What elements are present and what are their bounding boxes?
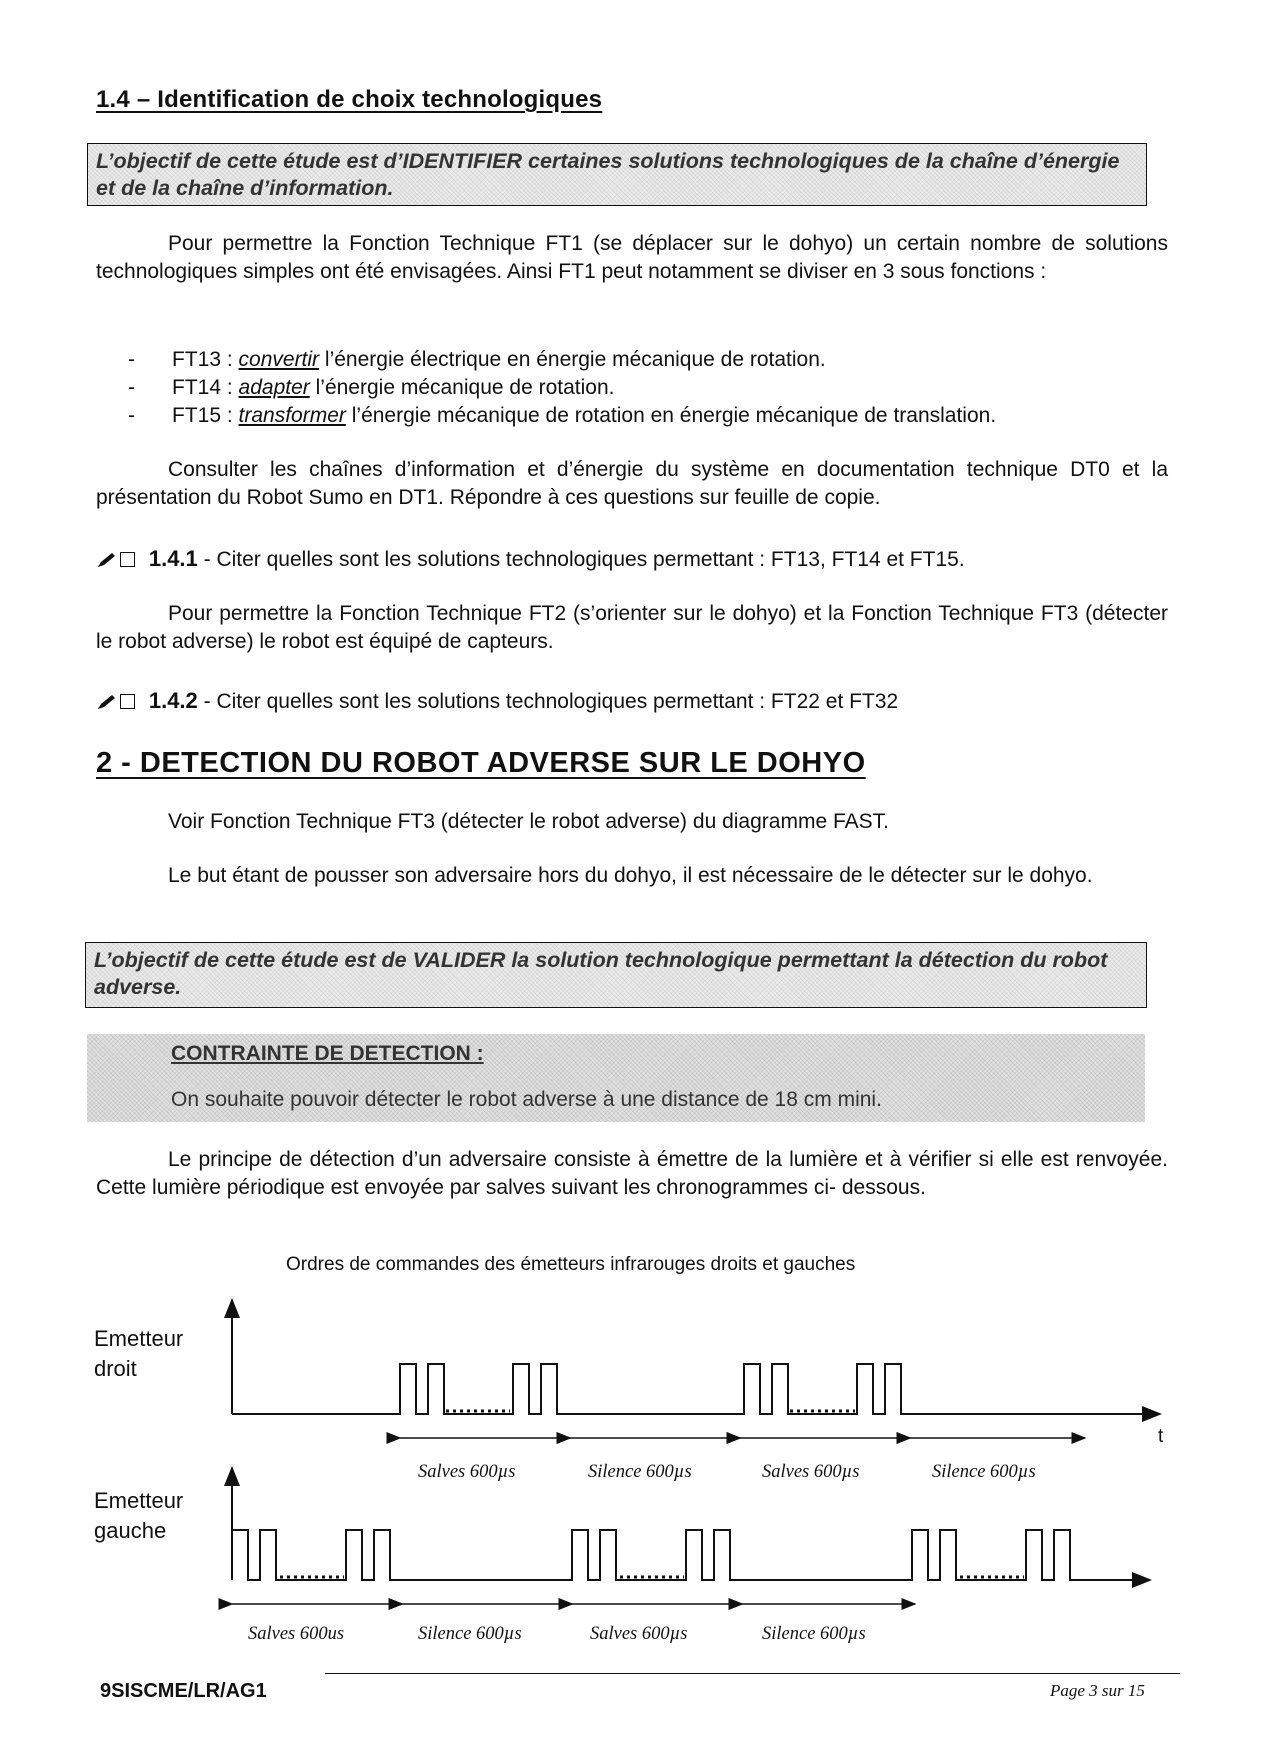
right-signal [232, 1364, 1160, 1414]
ft2-paragraph: Pour permettre la Fonction Technique FT2 (s’orienter sur le dohyo) et la Fonction Technique FT3 (détecter le robot adverse) le robot est équipé de capteurs. [96, 602, 1168, 653]
bullet-ft14: - FT14 : adapter l’énergie mécanique de rotation. [128, 376, 615, 399]
diagram-title: Ordres de commandes des émetteurs infrarouges droits et gauches [286, 1254, 856, 1275]
left-seg-label: Silence 600µs [418, 1624, 522, 1644]
consult-paragraph: Consulter les chaînes d’information et d’énergie du système en documentation technique DT0 et la présentation du Robot Sumo en DT1. Répondre à ces questions sur feuille de copie. [96, 458, 1168, 509]
bullet-rest: l’énergie électrique en énergie mécanique de rotation. [324, 348, 826, 371]
bullet-verb: convertir [238, 348, 320, 371]
bullet-verb: adapter [238, 376, 310, 399]
emitter-right-line2: droit [94, 1356, 137, 1381]
voir-paragraph: Voir Fonction Technique FT3 (détecter le robot adverse) du diagramme FAST. [168, 810, 889, 833]
bullet-ft15: - FT15 : transformer l’énergie mécanique de rotation en énergie mécanique de translation. [128, 404, 997, 427]
bullet-rest: l’énergie mécanique de rotation. [315, 376, 615, 399]
constraint-text: On souhaite pouvoir détecter le robot adverse à une distance de 18 cm mini. [171, 1088, 882, 1111]
right-seg-label: Silence 600µs [932, 1462, 1036, 1482]
objective-text: L’objectif de cette étude est d’IDENTIFIER certaines solutions technologiques de la chaîne d’énergie et de la chaîne d’information. [96, 149, 1120, 200]
left-seg-label: Silence 600µs [762, 1624, 866, 1644]
section-title-2: 2 - DETECTION DU ROBOT ADVERSE SUR LE DOHYO [96, 747, 866, 779]
bullet-ft13: - FT13 : convertir l’énergie électrique en énergie mécanique de rotation. [128, 348, 826, 371]
bullet-code: FT14 : [172, 376, 233, 399]
right-seg-label: Salves 600µs [418, 1462, 516, 1482]
footer-page-number: Page 3 sur 15 [1050, 1681, 1145, 1700]
bullet-code: FT15 : [172, 404, 233, 427]
section-title-1-4: 1.4 – Identification de choix technologiques [96, 86, 603, 113]
emitter-left-line2: gauche [94, 1518, 167, 1543]
question-number: 1.4.2 [148, 688, 198, 713]
right-seg-label: Salves 600µs [762, 1462, 860, 1482]
bullet-code: FT13 : [172, 348, 233, 371]
left-signal [232, 1530, 1150, 1580]
but-paragraph: Le but étant de pousser son adversaire hors du dohyo, il est nécessaire de le détecter sur le dohyo. [168, 864, 1093, 887]
principe-paragraph: Le principe de détection d’un adversaire consiste à émettre de la lumière et à vérifier si elle est renvoyée. Cette lumière périodique est envoyée par salves suivant les chronogrammes ci- dessous. [96, 1148, 1168, 1199]
emitter-right-line1: Emetteur [94, 1326, 184, 1351]
objective-text: L’objectif de cette étude est de VALIDER la solution technologique permettant la détection du robot adverse. [94, 948, 1108, 999]
footer-rule [325, 1673, 1180, 1674]
right-seg-label: Silence 600µs [588, 1462, 692, 1482]
left-seg-label: Salves 600us [248, 1624, 345, 1644]
footer-ref: 9SISCME/LR/AG1 [100, 1680, 267, 1702]
axis-t-label: t [1158, 1426, 1164, 1447]
left-seg-label: Salves 600µs [590, 1624, 688, 1644]
question-text: - Citer quelles sont les solutions technologiques permettant : FT13, FT14 et FT15. [203, 548, 965, 571]
question-number: 1.4.1 [148, 546, 198, 571]
constraint-title: CONTRAINTE DE DETECTION : [171, 1042, 484, 1065]
bullet-rest: l’énergie mécanique de rotation en énergie mécanique de translation. [351, 404, 997, 427]
bullet-verb: transformer [238, 404, 346, 427]
intro-paragraph: Pour permettre la Fonction Technique FT1 (se déplacer sur le dohyo) un certain nombre de solutions technologiques simples ont été envisagées. Ainsi FT1 peut notamment se diviser en 3 sous fonctions : [96, 232, 1168, 283]
emitter-left-line1: Emetteur [94, 1488, 184, 1513]
question-text: - Citer quelles sont les solutions technologiques permettant : FT22 et FT32 [203, 690, 899, 713]
